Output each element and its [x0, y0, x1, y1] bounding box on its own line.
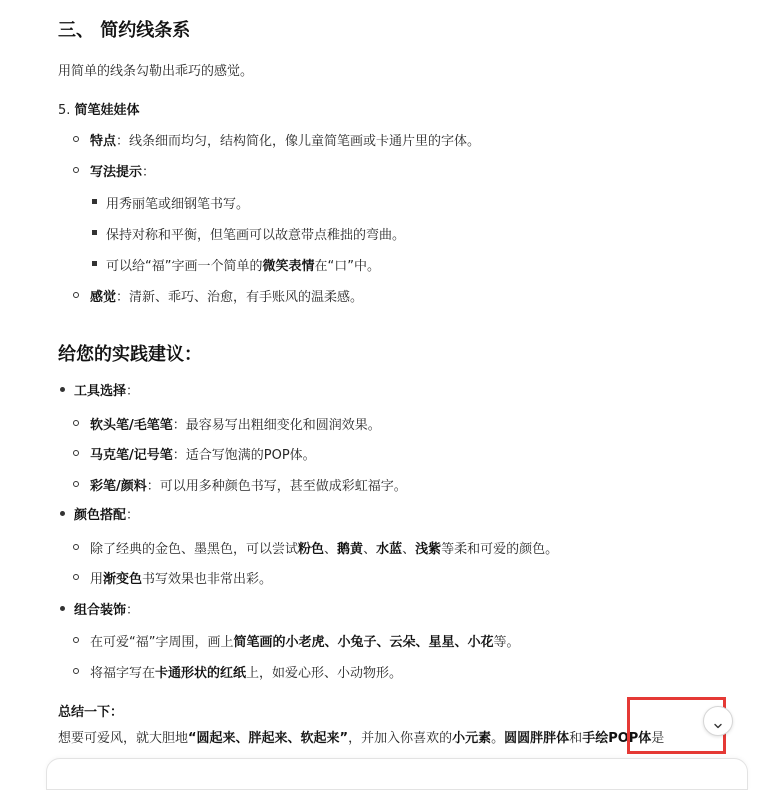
color-blue: 水蓝: [376, 542, 403, 557]
section-intro: 用简单的线条勾勒出乖巧的感觉。: [58, 64, 254, 79]
disc-bullet: [60, 387, 65, 392]
deco1-text: 在可爱“福”字周围，画上: [90, 635, 234, 650]
circle-bullet: [73, 574, 79, 580]
deco2-tail: 上，如爱心形、小动物形。: [246, 666, 403, 681]
section-heading: 三、 简约线条系: [58, 20, 191, 41]
feel-label: 感觉: [90, 290, 117, 305]
summary-part: 想要可爱风，就大胆地: [58, 731, 189, 746]
tools-colon: ：: [126, 384, 140, 399]
color2-text: 用: [90, 572, 104, 587]
summary-text: [58, 727, 664, 746]
list-item: [90, 444, 316, 463]
tool-text: ：最容易写出粗细变化和圆润效果。: [172, 418, 381, 433]
color1-text: 除了经典的金色、墨黑色，可以尝试: [90, 542, 299, 557]
summary-part: 。: [491, 731, 505, 746]
summary-part: 和: [569, 731, 583, 746]
tip3-text: 可以给“福”字画一个简单的: [106, 259, 263, 274]
summary-emphasis: 手绘POP体: [582, 731, 652, 746]
item-number: 5.: [58, 103, 71, 118]
circle-bullet: [73, 637, 79, 643]
circle-bullet: [73, 481, 79, 487]
feature-label: 特点: [90, 134, 117, 149]
list-item: [74, 599, 139, 618]
list-item: 用秀丽笔或细钢笔书写。: [106, 197, 250, 212]
color-yellow: 鹅黄: [337, 542, 364, 557]
list-item: 保持对称和平衡，但笔画可以故意带点稚拙的弯曲。: [106, 228, 406, 243]
message-composer[interactable]: [46, 758, 748, 790]
tool-label: 彩笔/颜料: [90, 479, 147, 494]
tip3-emphasis: 微笑表情: [262, 259, 315, 274]
square-bullet: [92, 261, 97, 266]
scroll-to-bottom-button[interactable]: [703, 706, 733, 736]
gradient-emphasis: 渐变色: [103, 572, 143, 587]
disc-bullet: [60, 606, 65, 611]
chevron-down-icon: [713, 716, 723, 726]
color1-tail: 等柔和可爱的颜色。: [441, 542, 559, 557]
list-item: [90, 475, 407, 494]
feel-text: ：清新、乖巧、治愈，有手账风的温柔感。: [116, 290, 364, 305]
list-item: [90, 130, 480, 149]
summary-part: 是: [651, 731, 665, 746]
list-item: [90, 286, 363, 305]
tip3-tail: 在“口”中。: [314, 259, 380, 274]
item-title: 简笔娃娃体: [74, 103, 140, 118]
feature-text: ：线条细而均匀，结构简化，像儿童简笔画或卡通片里的字体。: [116, 134, 481, 149]
list-item: [74, 504, 139, 523]
separator: 、: [324, 542, 338, 557]
circle-bullet: [73, 292, 79, 298]
summary-emphasis: 小元素: [452, 731, 492, 746]
color2-tail: 书写效果也非常出彩。: [142, 572, 273, 587]
deco2-text: 将福字写在: [90, 666, 156, 681]
circle-bullet: [73, 136, 79, 142]
tips-label: 写法提示: [90, 165, 143, 180]
list-item: [90, 631, 520, 650]
practice-heading: 给您的实践建议：: [58, 344, 202, 365]
deco1-emphasis: 简笔画的小老虎、小兔子、云朵、星星、小花: [233, 635, 494, 650]
tool-text: ：可以用多种颜色书写，甚至做成彩虹福字。: [146, 479, 407, 494]
list-item: [74, 380, 139, 399]
deco2-emphasis: 卡通形状的红纸: [155, 666, 247, 681]
separator: 、: [402, 542, 416, 557]
list-item: [90, 538, 558, 557]
circle-bullet: [73, 450, 79, 456]
square-bullet: [92, 199, 97, 204]
list-item-title: [58, 99, 140, 118]
summary-part: ，并加入你喜欢的: [348, 731, 453, 746]
tools-label: 工具选择: [74, 384, 127, 399]
list-item: [90, 161, 155, 180]
square-bullet: [92, 230, 97, 235]
color-purple: 浅紫: [415, 542, 442, 557]
disc-bullet: [60, 511, 65, 516]
tool-label: 马克笔/记号笔: [90, 448, 173, 463]
circle-bullet: [73, 544, 79, 550]
deco-label: 组合装饰: [74, 603, 127, 618]
list-item: [106, 255, 380, 274]
summary-title: 总结一下：: [58, 705, 124, 720]
list-item: [90, 662, 402, 681]
circle-bullet: [73, 167, 79, 173]
separator: 、: [363, 542, 377, 557]
summary-emphasis: “圆起来、胖起来、软起来”: [188, 731, 349, 746]
tool-label: 软头笔/毛笔笔: [90, 418, 173, 433]
color-pink: 粉色: [298, 542, 325, 557]
circle-bullet: [73, 420, 79, 426]
color-label: 颜色搭配: [74, 508, 127, 523]
list-item: [90, 568, 272, 587]
summary-emphasis: 圆圆胖胖体: [504, 731, 570, 746]
list-item: [90, 414, 381, 433]
color-colon: ：: [126, 508, 140, 523]
tips-colon: ：: [142, 165, 156, 180]
deco1-tail: 等。: [493, 635, 520, 650]
circle-bullet: [73, 668, 79, 674]
deco-colon: ：: [126, 603, 140, 618]
tool-text: ：适合写饱满的POP体。: [172, 448, 316, 463]
